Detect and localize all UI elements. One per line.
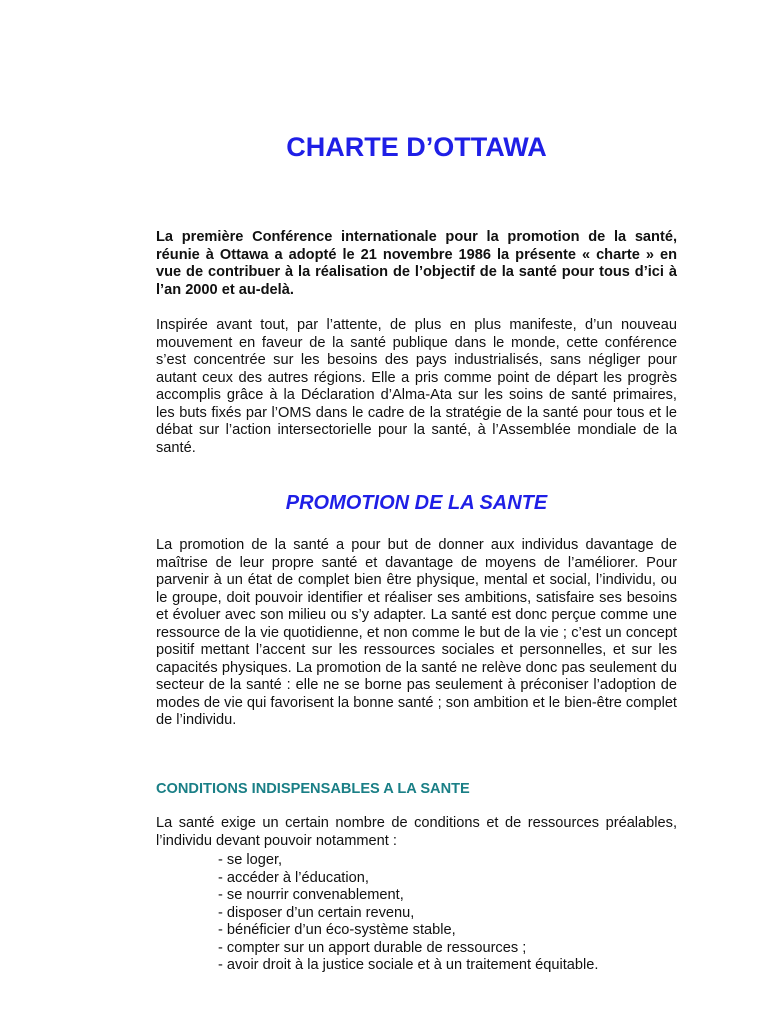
intro-paragraph: La première Conférence internationale pour la promotion de la santé, réunie à Ottawa a adopté le 21 novembre 1986 la présente « charte » en vue de contribuer à la réalisation de l’objectif de la santé pour tous d’ici à l’an 2000 et au-delà. — [156, 229, 677, 298]
body-paragraph-2: La promotion de la santé a pour but de donner aux individus davantage de maîtrise de leur propre santé et davantage de moyens de l’améliorer. Pour parvenir à un état de complet bien être physique, mental et social, l’individu, ou le groupe, doit pouvoir identifier et réaliser ses ambitions, satisfaire ses besoins et évoluer avec son milieu ou s’y adapter. La santé est donc perçue comme une ressource de la vie quotidienne, et non comme le but de la vie ; c’est un concept positif mettant l’accent sur les ressources sociales et personnelles, et sur les capacités physiques. La promotion de la santé ne relève donc pas seulement du secteur de la santé : elle ne se borne pas seulement à préconiser l’adoption de modes de vie qui favorisent la bonne santé ; son ambition et le bien-être complet de l’individu. — [156, 537, 677, 728]
list-item: - bénéficier d’un éco-système stable, — [218, 922, 456, 938]
list-item: - accéder à l’éducation, — [218, 869, 369, 886]
list-item: - disposer d’un certain revenu, — [218, 904, 415, 921]
subsection-title: CONDITIONS INDISPENSABLES A LA SANTE — [156, 781, 470, 797]
list-item: - se loger, — [218, 852, 283, 868]
conditions-list — [218, 852, 677, 975]
document-title: CHARTE D’OTTAWA — [286, 132, 547, 162]
list-item: - compter sur un apport durable de ressources ; — [218, 939, 527, 956]
list-item: - se nourrir convenablement, — [218, 887, 404, 903]
section-title: PROMOTION DE LA SANTE — [285, 492, 548, 514]
list-item: - avoir droit à la justice sociale et à un traitement équitable. — [218, 957, 599, 973]
body-paragraph-3: La santé exige un certain nombre de conditions et de ressources préalables, l’individu devant pouvoir notamment : — [156, 815, 677, 849]
body-paragraph-1: Inspirée avant tout, par l’attente, de plus en plus manifeste, d’un nouveau mouvement en faveur de la santé publique dans le monde, cette conférence s’est concentrée sur les besoins des pays industrialisés, sans négliger pour autant ceux des autres régions. Elle a pris comme point de départ les progrès accomplis grâce à la Déclaration d’Alma-Ata sur les soins de santé primaires, les buts fixés par l’OMS dans le cadre de la stratégie de la santé pour tous et le débat sur l’action intersectorielle pour la santé, à l’Assemblée mondiale de la santé. — [156, 317, 677, 456]
